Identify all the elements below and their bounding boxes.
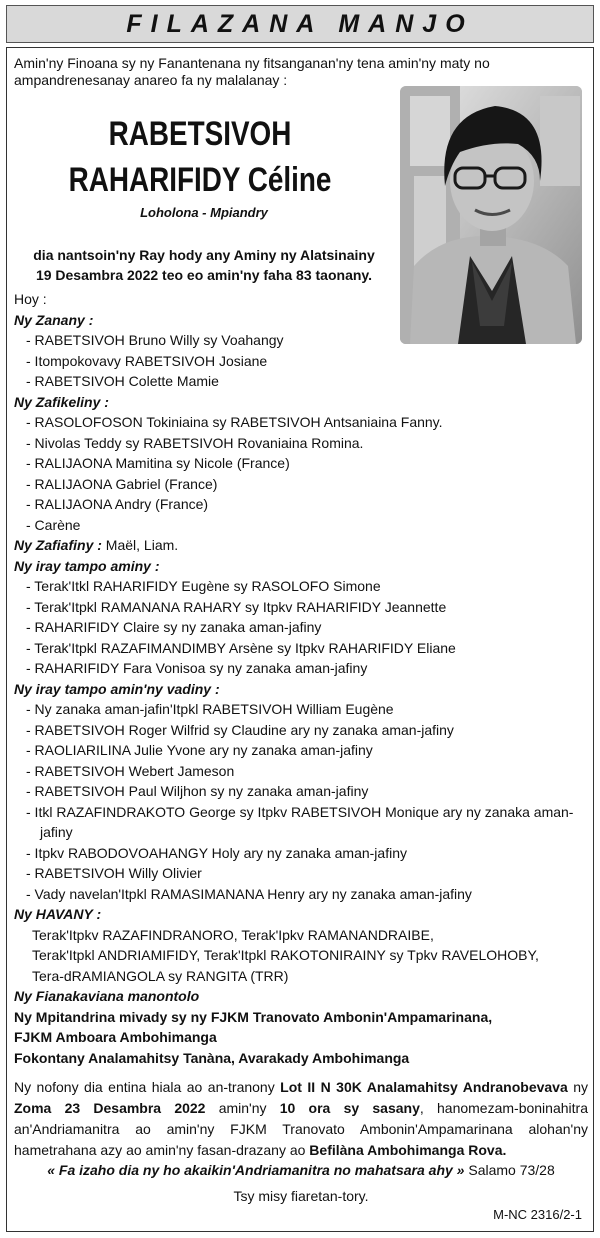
list-item: - RALIJAONA Mamitina sy Nicole (France): [26, 455, 290, 471]
family-list: [14, 289, 588, 1068]
list-item: - RABETSIVOH Webert Jameson: [26, 762, 235, 779]
tory-note: Tsy misy fiaretan-tory.: [233, 1188, 369, 1204]
list-item: - RALIJAONA Andry (France): [26, 496, 209, 512]
closing-date: Zoma 23 Desambra 2022: [14, 1100, 206, 1116]
funeral-details: [14, 1077, 588, 1161]
tampo-vadiny-heading: Ny iray tampo amin'ny vadiny :: [14, 680, 220, 697]
list-item: Terak'Itpkv RAZAFINDRANORO, Terak'Ipkv RAMANANDRAIBE,: [32, 926, 434, 943]
list-item: - RALIJAONA Gabriel (France): [26, 475, 218, 492]
hoy-label: Hoy :: [14, 291, 47, 307]
deceased-given-name: RAHARIFIDY Céline: [68, 161, 332, 199]
zafikeliny-heading: Ny Zafikeliny :: [14, 393, 109, 410]
closing-text: ny: [567, 1079, 588, 1095]
zanany-heading: Ny Zanany :: [14, 311, 94, 328]
verse-reference: Salamo 73/28: [464, 1162, 555, 1178]
list-item-wrapped: [14, 802, 588, 843]
list-item: - Nivolas Teddy sy RABETSIVOH Rovaniaina Romina.: [26, 434, 364, 451]
list-item: - RAHARIFIDY Claire sy ny zanaka aman-jafiny: [26, 619, 322, 635]
list-item: - RASOLOFOSON Tokiniaina sy RABETSIVOH Antsaniaina Fanny.: [26, 414, 443, 430]
list-item: - RABETSIVOH Roger Wilfrid sy Claudine ary ny zanaka aman-jafiny: [26, 721, 454, 738]
list-item: - Ny zanaka aman-jafin'Itpkl RABETSIVOH William Eugène: [26, 701, 394, 717]
list-item: - Itompokovavy RABETSIVOH Josiane: [26, 352, 268, 369]
list-item: Tera-dRAMIANGOLA sy RANGITA (TRR): [32, 967, 289, 984]
tampo-aminy-heading: Ny iray tampo aminy :: [14, 557, 160, 574]
death-announcement: [14, 245, 394, 285]
zafiafiny-names: Maël, Liam.: [101, 537, 179, 553]
deceased-surname: RABETSIVOH: [108, 115, 292, 153]
list-item: - Itkl RAZAFINDRAKOTO George sy Itpkv RABETSIVOH Monique ary ny zanaka aman-jafiny: [26, 803, 574, 840]
verse-quote: « Fa izaho dia ny ho akaikin'Andriamanitra no mahatsara ahy »: [47, 1162, 465, 1178]
list-item: - RABETSIVOH Willy Olivier: [26, 865, 202, 881]
mpitandrina-line: Ny Mpitandrina mivady sy ny FJKM Tranovato Ambonin'Ampamarinana,: [14, 1008, 493, 1025]
list-item: - Carène: [26, 516, 81, 533]
intro-text: Amin'ny Finoana sy ny Fanantenana ny fitsanganan'ny tena amin'ny maty no ampandrenesanay anareo fa ny malalanay :: [14, 55, 490, 88]
zafiafiny-line: [14, 535, 588, 556]
zafiafiny-heading: Ny Zafiafiny :: [14, 537, 102, 553]
fianakaviana-heading: Ny Fianakaviana manontolo: [14, 988, 200, 1004]
list-item: - RABETSIVOH Bruno Willy sy Voahangy: [26, 332, 284, 348]
list-item: - RABETSIVOH Colette Mamie: [26, 373, 219, 389]
list-item: - Itpkv RABODOVOAHANGY Holy ary ny zanaka aman-jafiny: [26, 844, 407, 861]
closing-text: amin'ny: [205, 1100, 280, 1116]
closing-time: 10 ora sy sasany: [279, 1100, 420, 1116]
list-item: - Terak'Itpkl RAMANANA RAHARY sy Itpkv RAHARIFIDY Jeannette: [26, 598, 447, 615]
announcement-line: dia nantsoin'ny Ray hody any Aminy ny Alatsinainy: [33, 247, 375, 263]
list-item: - Terak'Itkl RAHARIFIDY Eugène sy RASOLOFO Simone: [26, 578, 381, 594]
closing-address: Lot II N 30K Analamahitsy Andranobevava: [280, 1079, 568, 1095]
mpitandrina-line: FJKM Amboara Ambohimanga: [14, 1029, 217, 1045]
bible-verse: [14, 1162, 588, 1178]
deceased-role: Loholona - Mpiandry: [140, 205, 268, 220]
closing-text: Ny nofony dia entina hiala ao an-tranony: [14, 1079, 281, 1095]
closing-text: , hanomezam-boninahitra an'Andriamanitra ao amin'ny FJKM Tranovato Ambonin'Ampamarinana alohan'ny hametrahana azy ao amin'ny fasan-drazany ao: [14, 1100, 588, 1158]
mpitandrina-line: Fokontany Analamahitsy Tanàna, Avarakady Ambohimanga: [14, 1049, 410, 1066]
notice-title: FILAZANA MANJO: [6, 5, 594, 43]
closing-burial-place: Befilàna Ambohimanga Rova.: [309, 1142, 507, 1158]
announcement-line: 19 Desambra 2022 teo eo amin'ny faha 83 taonany.: [35, 267, 373, 283]
list-item: - RABETSIVOH Paul Wiljhon sy ny zanaka aman-jafiny: [26, 783, 369, 799]
list-item: - Vady navelan'Itpkl RAMASIMANANA Henry ary ny zanaka aman-jafiny: [26, 885, 472, 902]
list-item: - Terak'Itpkl RAZAFIMANDIMBY Arsène sy Itpkv RAHARIFIDY Eliane: [26, 639, 456, 656]
list-item: - RAOLIARILINA Julie Yvone ary ny zanaka aman-jafiny: [26, 742, 373, 758]
list-item: - RAHARIFIDY Fara Vonisoa sy ny zanaka aman-jafiny: [26, 660, 368, 676]
list-item: Terak'Itpkl ANDRIAMIFIDY, Terak'Itpkl RAKOTONIRAINY sy Tpkv RAVELOHOBY,: [32, 947, 539, 963]
notice-reference: M-NC 2316/2-1: [493, 1207, 582, 1222]
havany-heading: Ny HAVANY :: [14, 906, 102, 922]
